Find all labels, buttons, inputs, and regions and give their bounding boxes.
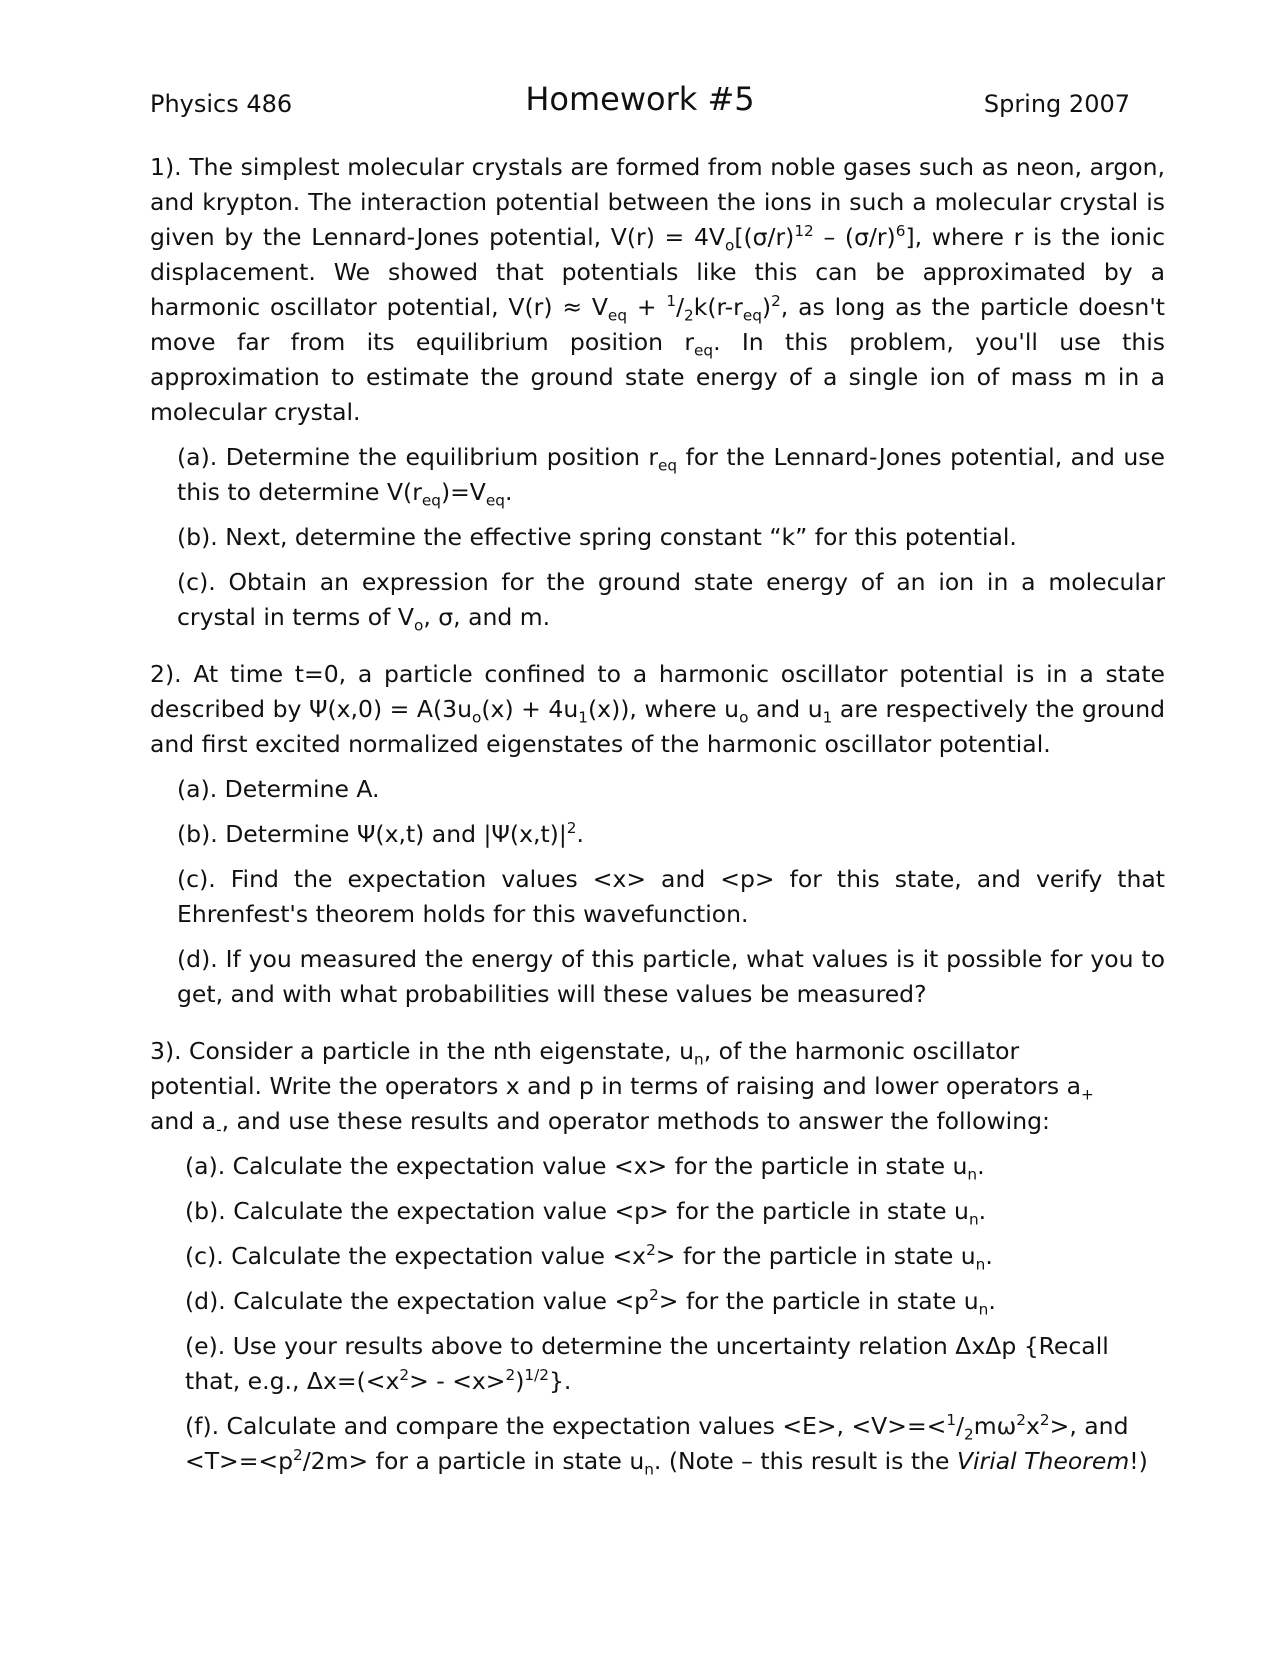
problem-3-part-e: (e). Use your results above to determine the uncertainty relation ΔxΔp {Recall that, e.g., $\Delta x=(<x^2> - <x>^2)^{1/2}$}.	[185, 1332, 1109, 1395]
problem-3-part-c: (c). Calculate the expectation value $<x^2>$ for the particle in state $u_n$.	[185, 1241, 993, 1274]
problem-1-part-a: (a). Determine the equilibrium position $r_{eq}$ for the Lennard-Jones potential, and use this to determine $V(r_{eq})=V_{eq}$.	[177, 443, 1165, 510]
problem-2-part-d: (d). If you measured the energy of this particle, what values is it possible for you to get, and with what probabilities will these values be measured?	[177, 945, 1165, 1008]
problem-1-part-c: (c). Obtain an expression for the ground state energy of an ion in a molecular crystal in terms of $V_o$, σ, and m.	[177, 568, 1165, 635]
term-label: Spring 2007	[983, 90, 1130, 118]
problem-3-part-b: (b). Calculate the expectation value <p> for the particle in state $u_n$.	[185, 1197, 987, 1229]
problem-3-parts	[150, 1149, 1165, 1479]
problem-1-part-b: (b). Next, determine the effective spring constant “k” for this potential.	[177, 523, 1017, 551]
problem-2-part-c: (c). Find the expectation values <x> and <p> for this state, and verify that Ehrenfest's theorem holds for this wavefunction.	[177, 865, 1165, 928]
problem-2-intro: 2). At time t=0, a particle confined to a harmonic oscillator potential is in a state described by $\Psi(x,0) = A(3u_o(x) + 4u_1(x))$, where $u_o$ and $u_1$ are respectively the ground and first excited normalized eigenstates of the harmonic oscillator potential.	[150, 660, 1166, 758]
problem-2-parts	[150, 772, 1165, 1012]
problem-2-part-b: (b). Determine Ψ(x,t) and $|\Psi(x,t)|^2$.	[177, 819, 584, 848]
problem-1-parts	[150, 440, 1165, 635]
course-label: Physics 486	[150, 90, 293, 118]
problem-1-intro: 1). The simplest molecular crystals are formed from noble gases such as neon, argon, and krypton. The interaction potential between the ions in such a molecular crystal is given by the Lennard-Jones potential, $V(r) = 4V_o[(\sigma/r)^{12} - (\sigma/r)^6]$, where r is the ionic displacement. We showed that potentials like this can be approximated by a harmonic oscillator potential, $V(r) \approx V_{eq} + ^1/_2k(r-r_{eq})^2$, as long as the particle doesn't move far from its equilibrium position $r_{eq}$. In this problem, you'll use this approximation to estimate the ground state energy of a single ion of mass m in a molecular crystal.	[150, 153, 1166, 426]
problem-2-part-a: (a). Determine A.	[177, 775, 380, 803]
homework-content	[150, 150, 1165, 1479]
virial-theorem-term: Virial Theorem	[956, 1447, 1130, 1475]
problem-3-intro: 3). Consider a particle in the nth eigenstate, $u_n$, of the harmonic oscillator potential. Write the operators x and p in terms of raising and lower operators $a_+$ and $a_-$, and use these results and operator methods to answer the following:	[150, 1037, 1094, 1139]
page-title: Homework #5	[525, 80, 755, 118]
problem-3-part-f: (f). Calculate and compare the expectation values <E>, $<V>=<^1/_2m\omega^2x^2>$, and $<T>=<p^2/2m>$ for a particle in state $u_n$. (Note – this result is the Virial Theorem!)	[185, 1411, 1148, 1479]
page-header	[150, 80, 1130, 130]
problem-3-part-a: (a). Calculate the expectation value <x> for the particle in state $u_n$.	[185, 1152, 985, 1184]
problem-3-part-d: (d). Calculate the expectation value $<p^2>$ for the particle in state $u_n$.	[185, 1286, 996, 1319]
